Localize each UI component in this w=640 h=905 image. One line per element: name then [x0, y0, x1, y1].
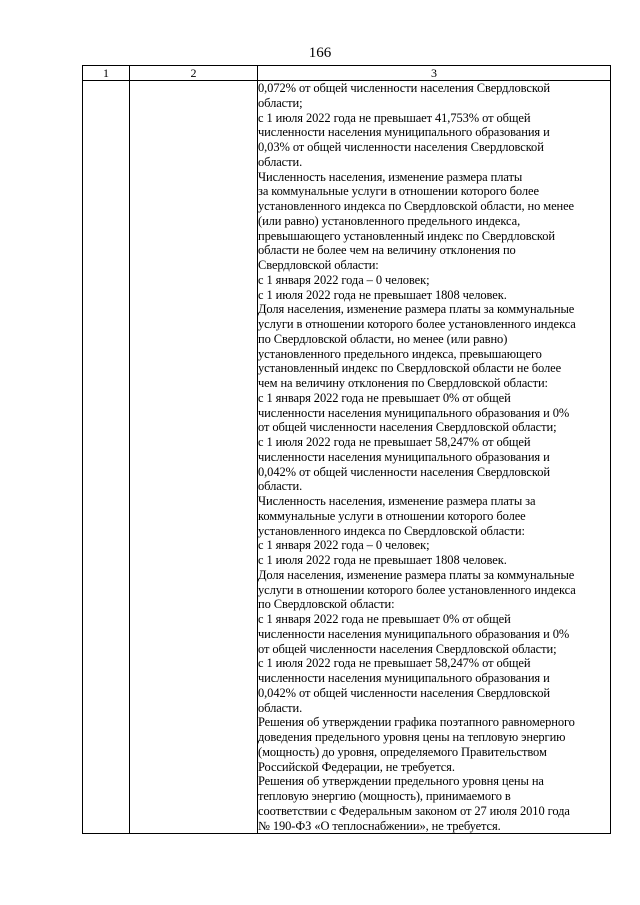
text-line: численности населения муниципального образования и 0%	[258, 405, 570, 420]
column-header-3: 3	[258, 66, 611, 81]
text-line: за коммунальные услуги в отношении которого более	[258, 184, 539, 199]
column-2-cell	[130, 81, 258, 834]
text-line: установленного предельного индекса, превышающего	[258, 346, 542, 361]
column-header-1: 1	[83, 66, 130, 81]
text-line: Российской Федерации, не требуется.	[258, 759, 455, 774]
text-line: Свердловской области:	[258, 258, 379, 272]
text-line: коммунальные услуги в отношении которого более	[258, 508, 526, 523]
text-line: области;	[258, 95, 303, 110]
text-line: по Свердловской области:	[258, 597, 395, 612]
text-line: Численность населения, изменение размера платы	[258, 169, 523, 184]
table-row	[83, 81, 611, 834]
text-line: с 1 июля 2022 года не превышает 58,247% от общей	[258, 656, 531, 671]
text-line: 0,042% от общей численности населения Свердловской	[258, 464, 550, 479]
text-line: Доля населения, изменение размера платы за коммунальные	[258, 567, 575, 582]
text-line: соответствии с Федеральным законом от 27 июля 2010 года	[258, 803, 570, 818]
text-line: 0,072% от общей численности населения Свердловской	[258, 81, 550, 95]
text-line: от общей численности населения Свердловской области;	[258, 641, 557, 656]
column-3-content-cell	[258, 81, 611, 834]
page-number: 166	[308, 45, 332, 61]
text-line: численности населения муниципального образования и	[258, 671, 550, 685]
text-line: от общей численности населения Свердловской области;	[258, 420, 557, 435]
text-line: по Свердловской области, но менее (или равно)	[258, 331, 508, 346]
text-line: области не более чем на величину отклонения по	[258, 243, 516, 258]
text-line: с 1 июля 2022 года не превышает 58,247% от общей	[258, 435, 531, 449]
text-line: Решения об утверждении предельного уровня цены на	[258, 774, 544, 789]
column-header-2: 2	[130, 66, 258, 81]
text-line: 0,03% от общей численности населения Свердловской	[258, 140, 544, 154]
text-line: (мощность) до уровня, определяемого Правительством	[258, 744, 547, 759]
text-line: с 1 июля 2022 года не превышает 1808 человек.	[258, 553, 507, 567]
text-line: 0,042% от общей численности населения Свердловской	[258, 685, 550, 700]
table-header-row	[83, 66, 611, 81]
column-1-cell	[83, 81, 130, 834]
text-line: с 1 июля 2022 года не превышает 1808 человек.	[258, 287, 507, 302]
text-line: установленного индекса по Свердловской области:	[258, 523, 525, 538]
text-line: области.	[258, 479, 303, 494]
text-line: численности населения муниципального образования и	[258, 449, 550, 464]
text-line: с 1 января 2022 года не превышает 0% от общей	[258, 612, 511, 626]
text-line: (или равно) установленного предельного индекса,	[258, 213, 521, 228]
text-line: доведения предельного уровня цены на тепловую энергию	[258, 730, 566, 744]
text-line: тепловую энергию (мощность), принимаемого в	[258, 789, 511, 803]
text-line: с 1 января 2022 года – 0 человек;	[258, 538, 430, 553]
text-line: с 1 января 2022 года не превышает 0% от общей	[258, 390, 511, 405]
document-table	[82, 65, 611, 834]
text-line: Решения об утверждении графика поэтапного равномерного	[258, 715, 575, 730]
text-line: численности населения муниципального образования и	[258, 125, 550, 140]
text-line: чем на величину отклонения по Свердловской области:	[258, 376, 548, 390]
text-line: области.	[258, 154, 303, 169]
text-line: с 1 января 2022 года – 0 человек;	[258, 272, 430, 287]
text-line: услуги в отношении которого более установленного индекса	[258, 317, 576, 331]
text-line: установленного индекса по Свердловской области, но менее	[258, 199, 575, 213]
text-line: установленный индекс по Свердловской области не более	[258, 361, 562, 376]
text-line: № 190-ФЗ «О теплоснабжении», не требуется.	[258, 818, 501, 833]
text-line: превышающего установленный индекс по Свердловской	[258, 228, 555, 243]
text-line: численности населения муниципального образования и 0%	[258, 626, 570, 641]
text-line: услуги в отношении которого более установленного индекса	[258, 582, 576, 597]
text-line: с 1 июля 2022 года не превышает 41,753% от общей	[258, 110, 531, 125]
text-line: области.	[258, 700, 303, 715]
text-line: Численность населения, изменение размера платы за	[258, 494, 536, 508]
text-line: Доля населения, изменение размера платы за коммунальные	[258, 302, 575, 317]
